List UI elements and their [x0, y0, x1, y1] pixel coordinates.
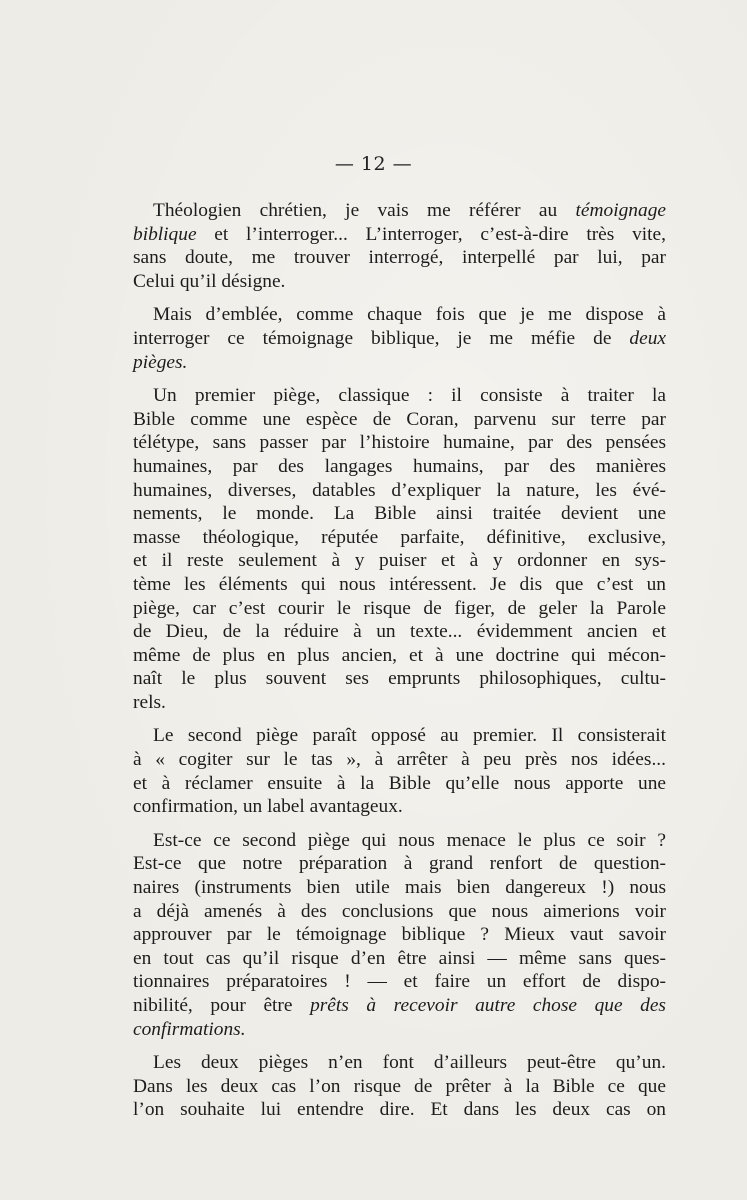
text-line — [133, 351, 666, 375]
text-line: humaines, diverses, datables d’expliquer la nature, les évé- — [133, 479, 666, 501]
text-line: confirmation, un label avantageux. — [133, 796, 403, 818]
italic-emphasis: pièges. — [133, 351, 188, 373]
italic-emphasis: prêts à recevoir autre chose que des — [310, 995, 666, 1016]
paragraph — [133, 199, 666, 293]
text-line: Théologien chrétien, je vais me référer au témoignage — [153, 200, 666, 221]
text-line: nements, le monde. La Bible ainsi traitée devient une — [133, 503, 666, 525]
text-line: sans doute, me trouver interrogé, interpellé par lui, par — [133, 247, 666, 269]
text-line: interroger ce témoignage biblique, je me méfie de deux — [133, 327, 666, 349]
text-line: naît le plus souvent ses emprunts philosophiques, cultu- — [133, 668, 666, 690]
paragraph — [133, 384, 666, 714]
text-line: Dans les deux cas l’on risque de prêter à la Bible ce que — [133, 1075, 666, 1097]
text-line: piège, car c’est courir le risque de figer, de geler la Parole — [133, 597, 666, 619]
text-line: en tout cas qu’il risque d’en être ainsi — même sans ques- — [133, 947, 666, 969]
paragraph — [133, 303, 666, 374]
text-line: Celui qu’il désigne. — [133, 270, 286, 292]
italic-emphasis: confirmations. — [133, 1018, 246, 1040]
text-line: à « cogiter sur le tas », à arrêter à peu près nos idées... — [133, 749, 666, 771]
text-line — [133, 1018, 666, 1042]
text-line: Mais d’emblée, comme chaque fois que je me dispose à — [153, 304, 666, 326]
text-line: a déjà amenés à des conclusions que nous aimerions voir — [133, 900, 666, 922]
page-number: — 12 — — [334, 153, 413, 175]
paragraph — [133, 724, 666, 818]
text-line: tionnaires préparatoires ! — et faire un effort de dispo- — [133, 971, 666, 993]
text-line: et à réclamer ensuite à la Bible qu’elle nous apporte une — [133, 772, 666, 794]
italic-emphasis: témoignage — [575, 200, 666, 221]
text-line: même de plus en plus ancien, et à une doctrine qui mécon- — [133, 644, 666, 666]
text-line: approuver par le témoignage biblique ? Mieux vaut savoir — [133, 924, 666, 946]
text-line: télétype, sans passer par l’histoire humaine, par des pensées — [133, 432, 666, 454]
text-line: Est-ce que notre préparation à grand renfort de question- — [133, 853, 666, 875]
text-line: Bible comme une espèce de Coran, parvenu sur terre par — [133, 408, 666, 430]
text-line: Est-ce ce second piège qui nous menace le plus ce soir ? — [153, 829, 666, 851]
text-line: l’on souhaite lui entendre dire. Et dans les deux cas on — [133, 1099, 666, 1121]
italic-emphasis: biblique — [133, 223, 197, 245]
text-line: Le second piège paraît opposé au premier. Il consisterait — [153, 725, 666, 747]
paragraph — [133, 829, 666, 1041]
text-line: biblique et l’interroger... L’interroger, c’est-à-dire très vite, — [133, 223, 666, 245]
text-line: de Dieu, de la réduire à un texte... évidemment ancien et — [133, 621, 666, 643]
text-line: Un premier piège, classique : il consiste à traiter la — [153, 385, 666, 407]
text-line: masse théologique, réputée parfaite, définitive, exclusive, — [133, 526, 666, 548]
italic-emphasis: deux — [629, 327, 666, 349]
text-line: humaines, par des langages humains, par des manières — [133, 455, 666, 477]
text-line: et il reste seulement à y puiser et à y ordonner en sys- — [133, 550, 666, 572]
body-text — [133, 199, 666, 1122]
text-line: rels. — [133, 691, 166, 713]
paragraph — [133, 1051, 666, 1122]
text-line: naires (instruments bien utile mais bien dangereux !) nous — [133, 877, 666, 899]
text-line: tème les éléments qui nous intéressent. Je dis que c’est un — [133, 573, 666, 595]
text-line: Les deux pièges n’en font d’ailleurs peut-être qu’un. — [153, 1052, 666, 1074]
text-line: nibilité, pour être prêts à recevoir autre chose que des — [133, 995, 666, 1016]
